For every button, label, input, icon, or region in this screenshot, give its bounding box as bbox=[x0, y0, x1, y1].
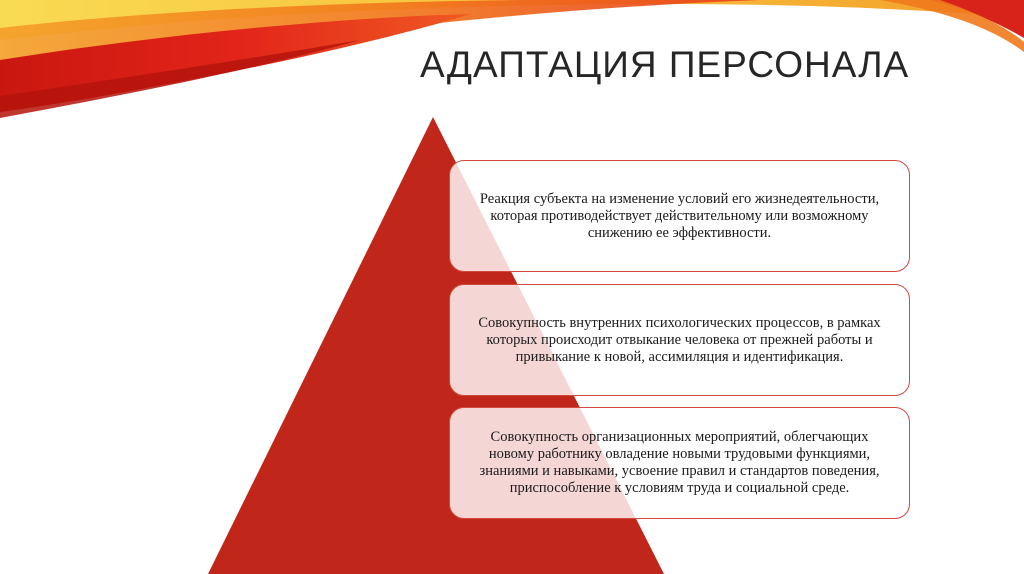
definition-text-1: Реакция субъекта на изменение условий его жизнедеятельности, которая противодействует действительному или возможному снижению ее эффективности. bbox=[479, 190, 880, 241]
definition-text-2: Совокупность внутренних психологических процессов, в рамках которых происходит отвыкание человека от прежней работы и привыкание к новой, ассимиляция и идентификация. bbox=[478, 314, 881, 365]
definition-card-2 bbox=[449, 284, 910, 396]
definition-card-3 bbox=[449, 407, 910, 519]
definition-text-3: Совокупность организационных мероприятий, облегчающих новому работнику овладение новыми трудовыми функциями, знаниями и навыками, усвоение правил и стандартов поведения, приспособление к условиям труда и социальной среде. bbox=[479, 429, 880, 496]
definition-card-1 bbox=[449, 160, 910, 272]
slide-title: АДАПТАЦИЯ ПЕРСОНАЛА bbox=[420, 44, 910, 85]
